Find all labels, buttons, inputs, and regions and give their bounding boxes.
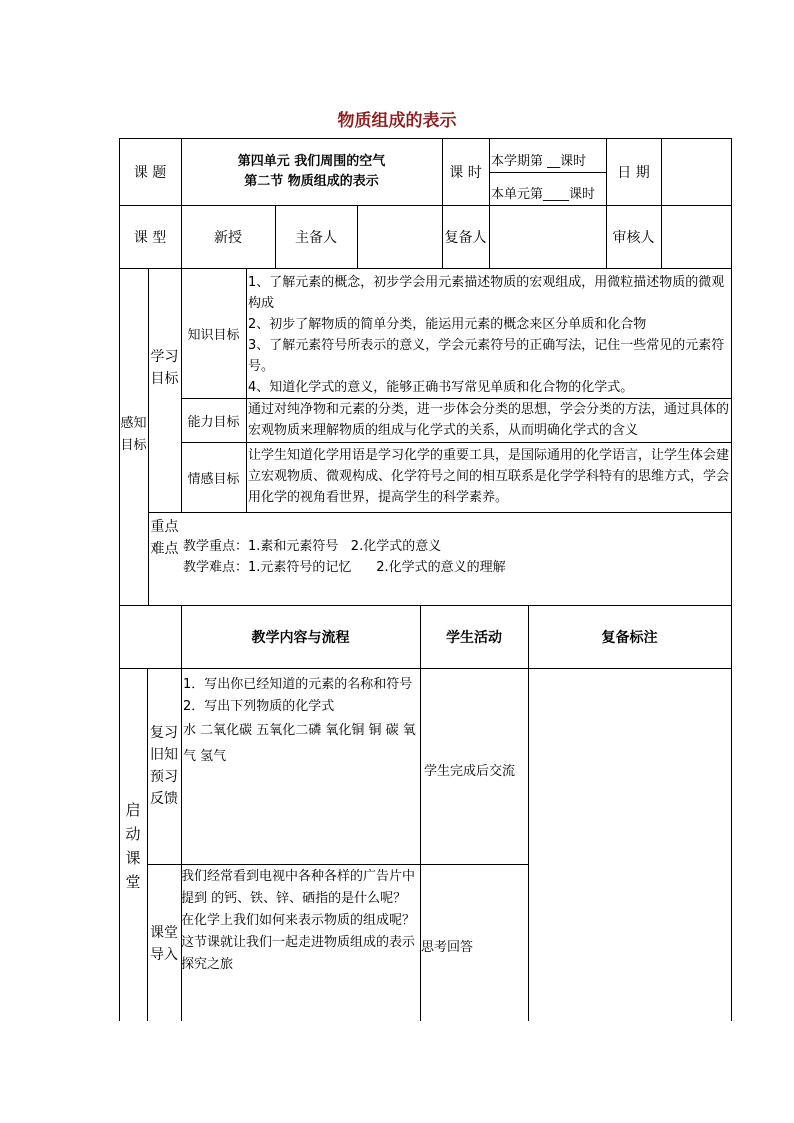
substance-list: 水 二氧化碳 五氧化二磷 氧化铜 铜 碳 氧气 氢气	[183, 723, 416, 764]
startup-class-label: 启动课堂	[125, 801, 141, 891]
list-item: 1、了解元素的概念，初步学会用元素描述物质的宏观组成，用微粒描述物质的微观构成	[248, 275, 725, 311]
section-title: 第二节 物质组成的表示	[244, 173, 379, 189]
course-type-label: 课 型	[133, 229, 167, 246]
list-item: 3、了解元素符号所表示的意义，学会元素符号的正确写法，记住一些常见的元素符号。	[248, 338, 725, 374]
class-intro-text: 我们经常看到电视中各种各样的广告片中提到 的钙、铁、锌、硒指的是什么呢？在化学上我们如何来表示物质的组成呢？这节课就让我们一起走进物质组成的表示探究之旅	[181, 869, 416, 972]
review-note-header: 复备标注	[601, 629, 658, 646]
key-points-label: 重点难点	[150, 519, 179, 557]
teaching-focus: 教学重点：1.素和元素符号 2.化学式的意义	[183, 539, 442, 554]
main-preparer-value[interactable]	[357, 205, 442, 268]
unit-lesson-count: 本单元第____课时	[491, 187, 596, 202]
semester-lesson-count: 本学期第 __课时	[491, 154, 587, 169]
date-value[interactable]	[661, 138, 731, 205]
review-questions	[183, 674, 419, 770]
main-preparer-label: 主备人	[295, 229, 337, 246]
keti-label: 课 题	[133, 164, 167, 181]
key-points-content	[183, 536, 731, 578]
unit-title: 第四单元 我们周围的空气	[237, 153, 386, 169]
teaching-difficulty: 教学难点：1.元素符号的记忆 2.化学式的意义的理解	[183, 560, 506, 575]
intro-student-activity: 思考回答	[421, 940, 474, 955]
ability-goal-label: 能力目标	[187, 414, 240, 430]
review-preparer-label: 复备人	[444, 229, 487, 246]
list-item: 4、知道化学式的意义，能够正确书写常见单质和化合物的化学式。	[248, 380, 634, 395]
student-activity-header: 学生活动	[446, 629, 502, 646]
reviewer-value[interactable]	[661, 205, 731, 268]
question-2: 2．写出下列物质的化学式	[183, 699, 335, 714]
page-title: 物质组成的表示	[337, 111, 457, 131]
review-student-activity: 学生完成后交流	[424, 764, 516, 779]
emotion-goal-text: 让学生知道化学用语是学习化学的重要工具，是国际通用的化学语言，让学生体会建立宏观物质、微观构成、化学符号之间的相互联系是化学学科特有的思维方式，学会用化学的视角看世界，提高学生的科学素养。	[248, 448, 730, 505]
content-flow-header: 教学内容与流程	[251, 629, 350, 646]
study-goal-label: 学习目标	[150, 349, 179, 387]
ability-goal-text: 通过对纯净物和元素的分类，进一步体会分类的思想，学会分类的方法，通过具体的宏观物质来理解物质的组成与化学式的关系，从而明确化学式的含义	[248, 402, 730, 438]
class-intro-label: 课堂导入	[150, 925, 178, 963]
lesson-title-cell	[181, 138, 442, 205]
emotion-goal-label: 情感目标	[187, 471, 240, 487]
knowledge-goal-label: 知识目标	[187, 327, 240, 343]
date-label: 日 期	[617, 164, 650, 181]
reviewer-label: 审核人	[612, 229, 655, 246]
list-item: 2、初步了解物质的简单分类，能运用元素的概念来区分单质和化合物	[248, 317, 647, 332]
review-preview-label: 复习旧知预习反馈	[150, 725, 178, 807]
review-preparer-value[interactable]	[489, 205, 606, 268]
course-type-value: 新授	[214, 229, 242, 246]
keshi-label: 课 时	[449, 164, 482, 181]
question-1: 1．写出你已经知道的元素的名称和符号	[183, 677, 413, 692]
perception-goal-label: 感知目标	[120, 416, 147, 453]
knowledge-goal-list	[248, 272, 731, 398]
